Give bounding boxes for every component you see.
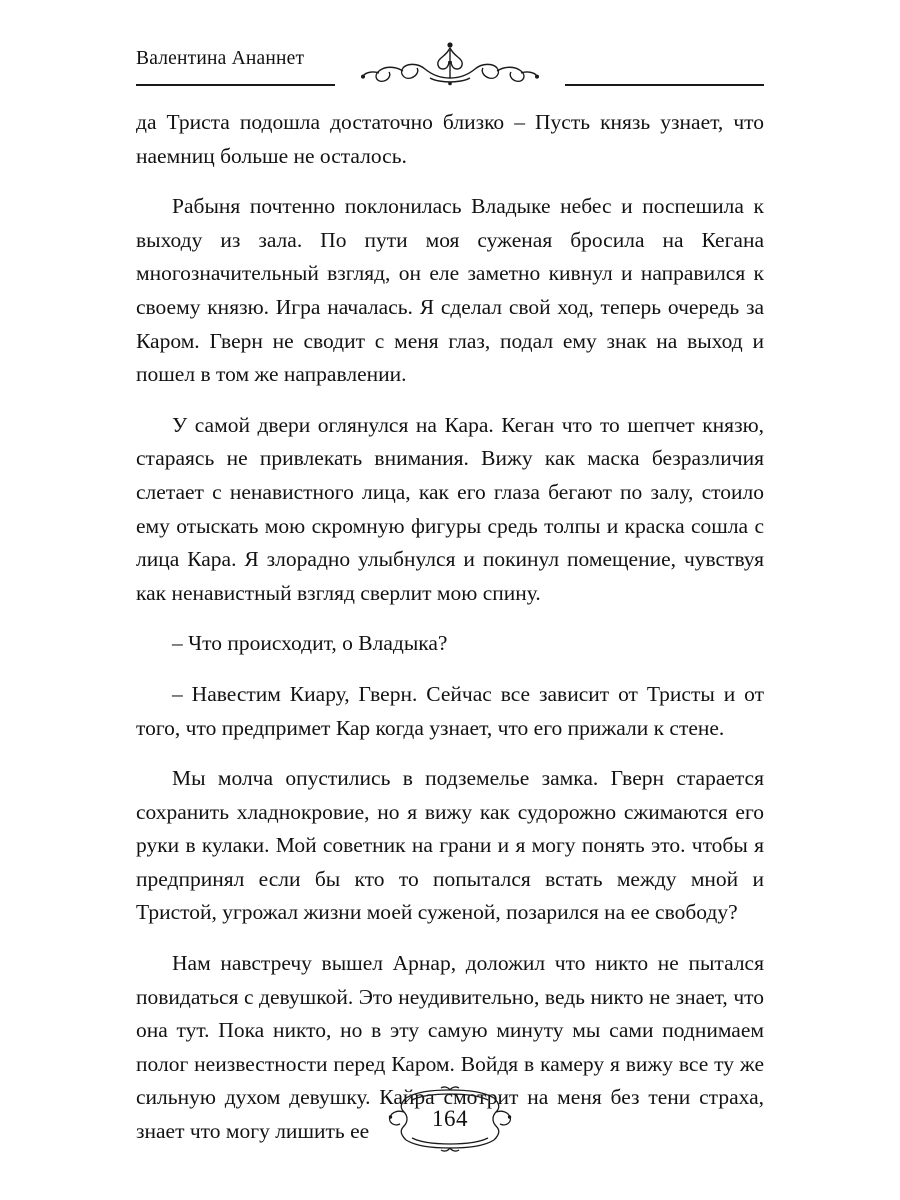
paragraph: Нам навстречу вышел Арнар, доложил что никто не пытался повидаться с девушкой. Это неудивительно, ведь никто не знает, что она тут. Пока никто, но в эту самую минуту мы сами поднимаем полог неизвестности перед Каром. Войдя в камеру я вижу все ту же сильную духом девушку. Кайра смотрит на меня без тени страха, знает что могу лишить ее <box>136 951 764 1144</box>
header-author-name: Валентина Ананнет <box>136 48 305 69</box>
paragraph: да Триста подошла достаточно близко – Пусть князь узнает, что наемниц больше не осталось. <box>136 110 764 168</box>
paragraph: У самой двери оглянулся на Кара. Кеган что то шепчет князю, стараясь не привлекать внимания. Вижу как маска безразличия слетает с ненавистного лица, как его глаза бегают по залу, стоило ему отыскать мою скромную фигуры средь толпы и краска сошла с лица Кара. Я злорадно улыбнулся и покинул помещение, чувствуя как ненавистный взгляд сверлит мою спину. <box>136 412 764 605</box>
page-number-cartouche <box>370 1086 530 1152</box>
paragraph-dialogue: – Что происходит, о Владыка? <box>172 631 448 656</box>
paragraph: Мы молча опустились в подземелье замка. Гверн старается сохранить хладнокровие, но я вижу как судорожно сжимаются его руки в кулаки. Мой советник на грани и я могу понять это. чтобы я предпринял если бы кто то попытался встать между мной и Тристой, угрожал жизни моей суженой, позарился на ее свободу? <box>136 766 764 925</box>
running-header <box>136 44 764 86</box>
flourish-ornament-icon <box>335 38 565 92</box>
page-number: 164 <box>432 1106 468 1131</box>
paragraph-dialogue: – Навестим Киару, Гверн. Сейчас все зависит от Тристы и от того, что предпримет Кар когда узнает, что его прижали к стене. <box>136 681 764 740</box>
page-footer <box>0 1084 900 1154</box>
paragraph: Рабыня почтенно поклонилась Владыке небес и поспешила к выходу из зала. По пути моя суженая бросила на Кегана многозначительный взгляд, он еле заметно кивнул и направился к своему князю. Игра началась. Я сделал свой ход, теперь очередь за Каром. Гверн не сводит с меня глаз, подал ему знак на выход и пошел в том же направлении. <box>136 194 764 387</box>
page-text-column <box>136 106 764 1149</box>
